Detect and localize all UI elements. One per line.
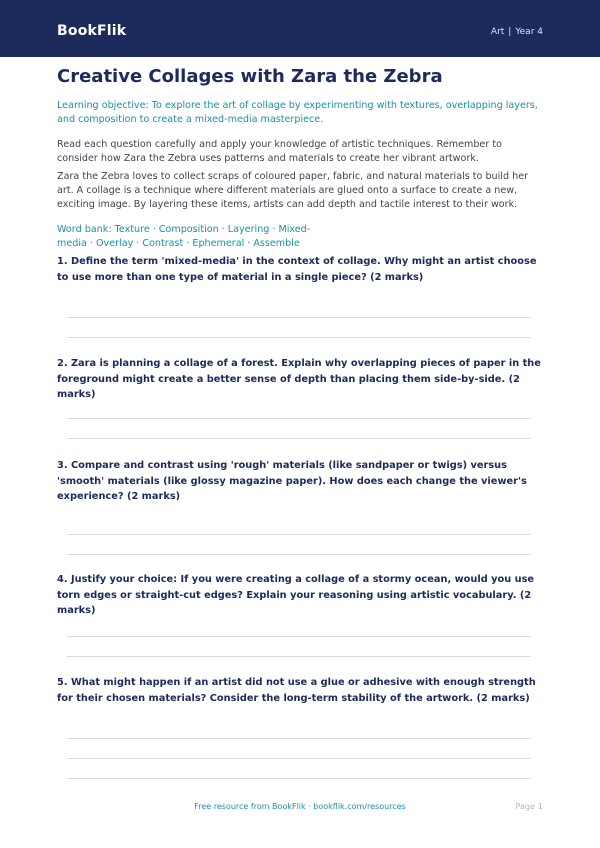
answer-line[interactable] [67, 337, 531, 338]
word-separator: · [186, 238, 190, 249]
answer-line[interactable] [67, 778, 531, 779]
question-1: 1. Define the term 'mixed-media' in the context of collage. Why might an artist choose to use more than one type of material in a single piece? (2 marks) [57, 256, 537, 283]
word-separator: · [221, 224, 225, 235]
answer-line[interactable] [67, 317, 531, 318]
answer-line[interactable] [67, 438, 531, 439]
answer-line[interactable] [67, 418, 531, 419]
page-number [516, 802, 543, 811]
word-separator: · [152, 224, 156, 235]
answer-line[interactable] [67, 636, 531, 637]
page-label: Page [515, 802, 535, 811]
word-bank-word: Layering [227, 224, 270, 235]
word-bank-word: Assemble [253, 238, 300, 249]
word-bank-word: Ephemeral [192, 238, 245, 249]
word-bank [57, 223, 543, 251]
word-separator: · [89, 238, 93, 249]
subject-label: Art [490, 27, 505, 37]
answer-line[interactable] [67, 656, 531, 657]
word-bank-word: Mixed-media [57, 224, 311, 249]
brand-logo[interactable]: BookFlik [57, 23, 127, 39]
question-4: 4. Justify your choice: If you were creating a collage of a stormy ocean, would you use torn edges or straight-cut edges? Explain your reasoning using artistic vocabulary. (2 marks) [57, 574, 535, 616]
answer-line[interactable] [67, 554, 531, 555]
word-separator: · [136, 238, 140, 249]
word-bank-word: Contrast [142, 238, 184, 249]
word-bank-label: Word bank: [57, 224, 112, 235]
answer-line[interactable] [67, 738, 531, 739]
worksheet-title: Creative Collages with Zara the Zebra [57, 66, 443, 87]
subject-year-label [491, 27, 543, 37]
footer-resource-link[interactable]: Free resource from BookFlik · bookflik.com/resources [194, 802, 406, 811]
word-separator: · [247, 238, 251, 249]
question-2: 2. Zara is planning a collage of a forest. Explain why overlapping pieces of paper in the foreground might create a better sense of depth than placing them side-by-side. (2 marks) [57, 358, 541, 400]
word-bank-word: Texture [114, 224, 150, 235]
learning-objective: Learning objective: To explore the art of collage by experimenting with textures, overlapping layers, and composition to create a mixed-media masterpiece. [57, 100, 538, 125]
intro-paragraph: Zara the Zebra loves to collect scraps of coloured paper, fabric, and natural materials to build her art. A collage is a technique where different materials are glued onto a surface to create a new, exciting image. By layering these items, artists can add depth and tactile interest to their work. [57, 171, 529, 210]
instructions-paragraph: Read each question carefully and apply your knowledge of artistic techniques. Remember to consider how Zara the Zebra uses patterns and materials to create her vibrant artwork. [57, 139, 502, 164]
meta-separator: | [508, 27, 512, 37]
word-separator: · [272, 224, 276, 235]
word-bank-word: Overlay [95, 238, 134, 249]
answer-line[interactable] [67, 534, 531, 535]
question-5: 5. What might happen if an artist did not use a glue or adhesive with enough strength for their chosen materials? Consider the long-term stability of the artwork. (2 marks) [57, 677, 536, 704]
answer-line[interactable] [67, 758, 531, 759]
word-bank-word: Composition [158, 224, 219, 235]
question-3: 3. Compare and contrast using 'rough' materials (like sandpaper or twigs) versus 'smooth' materials (like glossy magazine paper). How does each change the viewer's experience? (2 marks) [57, 460, 527, 502]
page-header [0, 0, 600, 57]
year-label: Year 4 [515, 27, 543, 37]
page-number-value: 1 [537, 802, 543, 811]
